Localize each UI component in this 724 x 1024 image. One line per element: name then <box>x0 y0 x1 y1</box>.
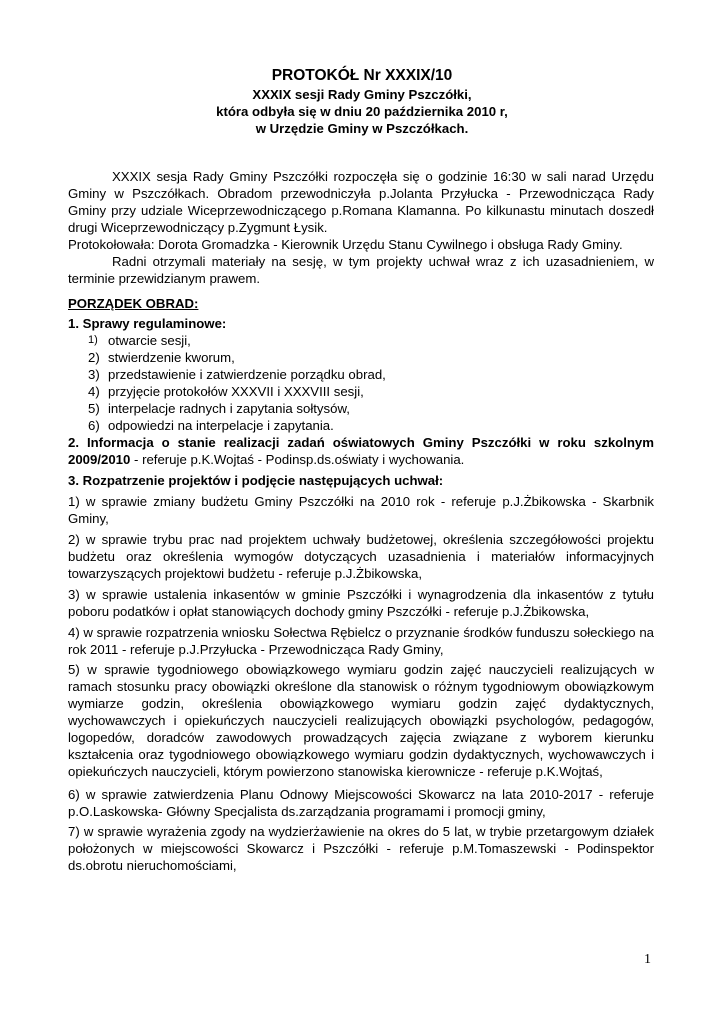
list-item <box>68 332 654 349</box>
list-item-text: przedstawienie i zatwierdzenie porządku obrad, <box>108 367 386 382</box>
resolution-item-7: 7) w sprawie wyrażenia zgody na wydzierżawienie na okres do 5 lat, w trybie przetargowym działek położonych w miejscowości Skowarcz i Pszczółki - referuje p.M.Tomaszewski - Podinspektor ds.obrotu nieruchomościami, <box>68 824 654 873</box>
list-item <box>68 417 654 434</box>
list-item <box>68 383 654 400</box>
list-item-text: otwarcie sesji, <box>108 333 191 348</box>
materials-paragraph: Radni otrzymali materiały na sesję, w tym projekty uchwał wraz z ich uzasadnieniem, w terminie przewidzianym prawem. <box>68 254 654 286</box>
list-item <box>68 349 654 366</box>
regulatory-items-list <box>68 332 654 434</box>
list-item <box>68 366 654 383</box>
list-item-text: interpelacje radnych i zapytania sołtysów, <box>108 401 350 416</box>
list-item-text: odpowiedzi na interpelacje i zapytania. <box>108 418 334 433</box>
resolution-item-3: 3) w sprawie ustalenia inkasentów w gminie Pszczółki i wynagrodzenia dla inkasentów z tytułu poboru podatków i opłat stanowiących dochody gminy Pszczółki - referuje p.J.Żbikowska, <box>68 587 654 619</box>
header-line-3: w Urzędzie Gminy w Pszczółkach. <box>255 121 469 136</box>
section-3-title: 3. Rozpatrzenie projektów i podjęcie następujących uchwał: <box>68 473 444 488</box>
resolution-item-5: 5) w sprawie tygodniowego obowiązkowego wymiaru godzin zajęć nauczycieli realizujących w ramach stosunku pracy obowiązki określone dla stanowisk o różnym tygodniowym obowiązkowym wymiarze godzin, określenia obowiązkowego wymiaru godzin zajęć dydaktycznych, wychowawczych i opiekuńczych nauczycieli realizujących obowiązki psychologów, pedagogów, logopedów, doradców zawodowych prowadzących zajęcia związane z wyborem kierunku kształcenia oraz tygodniowego obowiązkowego wymiaru godzin dydaktycznych, wychowawczych i opiekuńczych nauczycieli, którym powierzono stanowiska kierownicze - referuje p.K.Wojtaś, <box>68 662 654 779</box>
agenda-heading <box>68 295 654 312</box>
header-line-2: która odbyła się w dniu 20 października 2010 r, <box>216 104 508 119</box>
protocol-title: PROTOKÓŁ Nr XXXIX/10 <box>271 67 453 84</box>
list-item-text: stwierdzenie kworum, <box>108 350 235 365</box>
list-item-number: 2) <box>88 350 100 365</box>
resolution-item-2: 2) w sprawie trybu prac nad projektem uchwały budżetowej, określenia szczegółowości projektu budżetu oraz określenia wymogów dotyczących uzasadnienia i materiałów informacyjnych towarzyszących projektowi budżetu - referuje p.J.Żbikowska, <box>68 532 654 581</box>
section-2-rest: - referuje p.K.Wojtaś - Podinsp.ds.oświaty i wychowania. <box>130 452 465 467</box>
recorder-paragraph: Protokołowała: Dorota Gromadzka - Kierownik Urzędu Stanu Cywilnego i obsługa Rady Gminy. <box>68 237 623 252</box>
section-1-title: 1. Sprawy regulaminowe: <box>68 316 227 331</box>
section-2-title: 2. Informacja o stanie realizacji zadań oświatowych Gminy Pszczółki w roku szkolnym 2009/2010 <box>68 435 654 467</box>
section-2 <box>68 434 654 468</box>
intro-paragraph: XXXIX sesja Rady Gminy Pszczółki rozpoczęła się o godzinie 16:30 w sali narad Urzędu Gminy w Pszczółkach. Obradom przewodniczyła p.Jolanta Przyłucka - Przewodnicząca Rady Gminy przy udziale Wiceprzewodniczącego p.Romana Klamanna. Po kilkunastu minutach doszedł drugi Wiceprzewodniczący p.Zygmunt Łysik. <box>68 169 654 235</box>
list-item-number: 4) <box>88 384 100 399</box>
page-number: 1 <box>644 952 651 967</box>
protocol-header <box>0 66 724 137</box>
resolution-item-4: 4) w sprawie rozpatrzenia wniosku Sołectwa Rębielcz o przyznanie środków funduszu sołeckiego na rok 2011 - referuje p.J.Przyłucka - Przewodnicząca Rady Gminy, <box>68 625 654 657</box>
list-item-text: przyjęcie protokołów XXXVII i XXXVIII sesji, <box>108 384 364 399</box>
list-item <box>68 400 654 417</box>
resolution-item-6: 6) w sprawie zatwierdzenia Planu Odnowy Miejscowości Skowarcz na lata 2010-2017 - referuje p.O.Laskowska- Główny Specjalista ds.zarządzania programami i promocji gminy, <box>68 787 654 819</box>
agenda-heading-text: PORZĄDEK OBRAD <box>68 296 195 311</box>
list-item-number: 5) <box>88 401 100 416</box>
list-item-number: 1) <box>88 334 98 346</box>
protocol-body <box>68 168 654 874</box>
list-item-number: 3) <box>88 367 100 382</box>
agenda-heading-colon: : <box>194 296 199 311</box>
header-line-1: XXXIX sesji Rady Gminy Pszczółki, <box>252 87 472 102</box>
resolution-item-1: 1) w sprawie zmiany budżetu Gminy Pszczółki na 2010 rok - referuje p.J.Żbikowska - Skarbnik Gminy, <box>68 494 654 526</box>
list-item-number: 6) <box>88 418 100 433</box>
